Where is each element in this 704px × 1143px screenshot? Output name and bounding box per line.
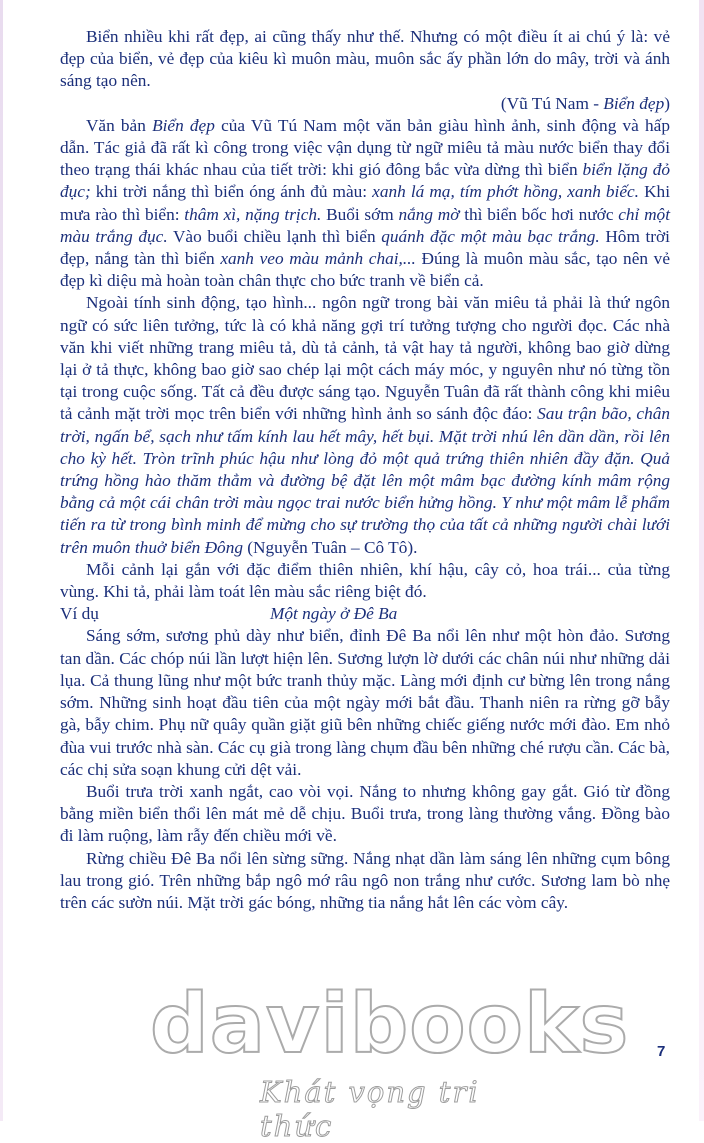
page-number: 7 (657, 1043, 666, 1060)
text-run: biển lặng đỏ đục; (60, 160, 670, 202)
source-citation (60, 93, 670, 115)
paragraph-regional: Mỗi cảnh lại gắn với đặc điểm thiên nhiên, khí hậu, cây cỏ, hoa trái... của từng vùng. Khi tả, phải làm toát lên màu sắc riêng biệt đó. (60, 559, 670, 602)
text-run: thâm xì, nặng trịch. (184, 204, 322, 224)
paragraph-noon: Buổi trưa trời xanh ngắt, cao vòi vọi. Nắng to nhưng không gay gắt. Gió từ đồng bằng miền biển thổi lên mát mẻ dễ chịu. Buổi trưa, trong làng thường vắng. Đồng bào đi làm ruộng, làm rẫy đến chiều mới về. (60, 781, 670, 846)
paragraph-analysis (60, 115, 670, 293)
text-run: Buổi sớm (321, 204, 399, 224)
paragraph-afternoon: Rừng chiều Đê Ba nổi lên sừng sững. Nắng nhạt dần làm sáng lên những cụm bông lau trong gió. Trên những bắp ngô mớ râu ngô non trắng như cước. Sương lam bò nhẹ trên các sườn núi. Mặt trời gác bóng, những tia nắng hắt lên các vòm cây. (60, 848, 670, 912)
example-heading (60, 603, 670, 625)
paragraph-intro: Biển nhiều khi rất đẹp, ai cũng thấy như thế. Nhưng có một điều ít ai chú ý là: vẻ đẹp của biển, vẻ đẹp của kiêu kì muôn màu, muôn sắc ấy phần lớn do mây, trời và ánh sáng tạo nên. (60, 27, 670, 91)
page-edge-right (699, 0, 704, 1121)
paragraph-morning: Sáng sớm, sương phủ dày như biển, đỉnh Đê Ba nổi lên như một hòn đảo. Sương tan dần. Các chóp núi lần lượt hiện lên. Sương lượn lờ dưới các chân núi như những dải lụa. Cả thung lũng như một bức tranh thủy mặc. Làng mới định cư bừng lên trong nắng sớm. Những sinh hoạt đầu tiên của một ngày mới bắt đầu. Thanh niên ra rừng gỡ bẫy gà, bẫy chim. Phụ nữ quây quần giặt giũ bên những chiếc giếng nước mới đào. Em nhỏ đùa vui trước nhà sàn. Các cụ già trong làng chụm đầu bên những ché rượu cần. Các bà, các chị sửa soạn khung cửi dệt vải. (60, 626, 670, 779)
text-run: Ngoài tính sinh động, tạo hình... ngôn ngữ trong bài văn miêu tả phải là thứ ngôn ngữ có sức liên tưởng, tức là có khả năng gợi trí tưởng tượng cho người đọc. Các nhà văn khi viết những trang miêu tả, dù tả cảnh, tả vật hay tả người, không bao giờ dừng lại ở tả thực, không bao giờ sao chép lại một cách máy móc, y nguyên như nó từng tồn tại trong cuộc sống. Tất cả đều được sáng tạo. Nguyễn Tuân đã rất thành công khi miêu tả cảnh mặt trời mọc trên biển với những hình ảnh so sánh độc đáo: (60, 293, 670, 424)
text-run: Biển đẹp (152, 115, 215, 135)
text-run: Sau trận bão, chân trời, ngấn bể, sạch như tấm kính lau hết mây, hết bụi. Mặt trời nhú lên dần dần, rồi lên cho kỳ hết. Tròn trĩnh phúc hậu như lòng đỏ một quả trứng thiên nhiên đầy đặn. Quả trứng hồng hào thăm thẳm và đường bệ đặt lên một mâm bạc đường kính mâm rộng bằng cả một cái chân trời màu ngọc trai nước biển hửng hồng. Y như một mâm lễ phẩm tiến ra từ trong bình minh để mừng cho sự trường thọ của tất cả những người chài lưới trên muôn thuở biển Đông (60, 404, 670, 557)
text-run: chỉ một màu trắng đục. (60, 204, 671, 246)
text-run: khi trời nắng thì biển óng ánh đủ màu: (90, 182, 373, 202)
paragraph-association (60, 292, 670, 558)
text-run: Vào buổi chiều lạnh thì biển (167, 226, 382, 246)
text-run: (Nguyễn Tuân – Cô Tô). (242, 537, 418, 557)
source-close: ) (664, 93, 670, 113)
text-run: của Vũ Tú Nam một văn bản giàu hình ảnh, sinh động và hấp dẫn. Tác giả đã rất kì công trong việc vận dụng từ ngữ miêu tả màu nước biển thay đổi theo trạng thái khác nhau của tiết trời: khi gió đông bắc vừa dừng thì biển (60, 115, 670, 180)
watermark-tagline: Khát vọng tri thức (260, 1075, 480, 1143)
text-run: thì biển bốc hơi nước (459, 204, 619, 224)
source-author: (Vũ Tú Nam - (500, 93, 604, 113)
watermark-logo: davibooks (150, 977, 630, 1072)
text-run: Khi mưa rào thì biển: (60, 182, 670, 224)
text-run: Văn bản (85, 115, 153, 135)
page-edge-left (0, 0, 3, 1121)
text-run: Hôm trời đẹp, nắng tàn thì biển (60, 226, 670, 269)
text-run: Đúng là muôn màu sắc, tạo nên vẻ đẹp kì diệu mà hoàn toàn chân thực cho bức tranh về biển cả. (60, 249, 670, 291)
text-run: xanh veo màu mảnh chai,... (220, 249, 416, 269)
source-title: Biển đẹp (603, 93, 665, 113)
text-run: nắng mờ (398, 204, 460, 224)
example-label: Ví dụ (60, 604, 99, 624)
text-run: xanh lá mạ, tím phớt hồng, xanh biếc. (372, 182, 640, 202)
page-body (60, 26, 670, 914)
example-title: Một ngày ở Đê Ba (270, 604, 398, 624)
text-run: quánh đặc một màu bạc trắng. (381, 226, 600, 246)
